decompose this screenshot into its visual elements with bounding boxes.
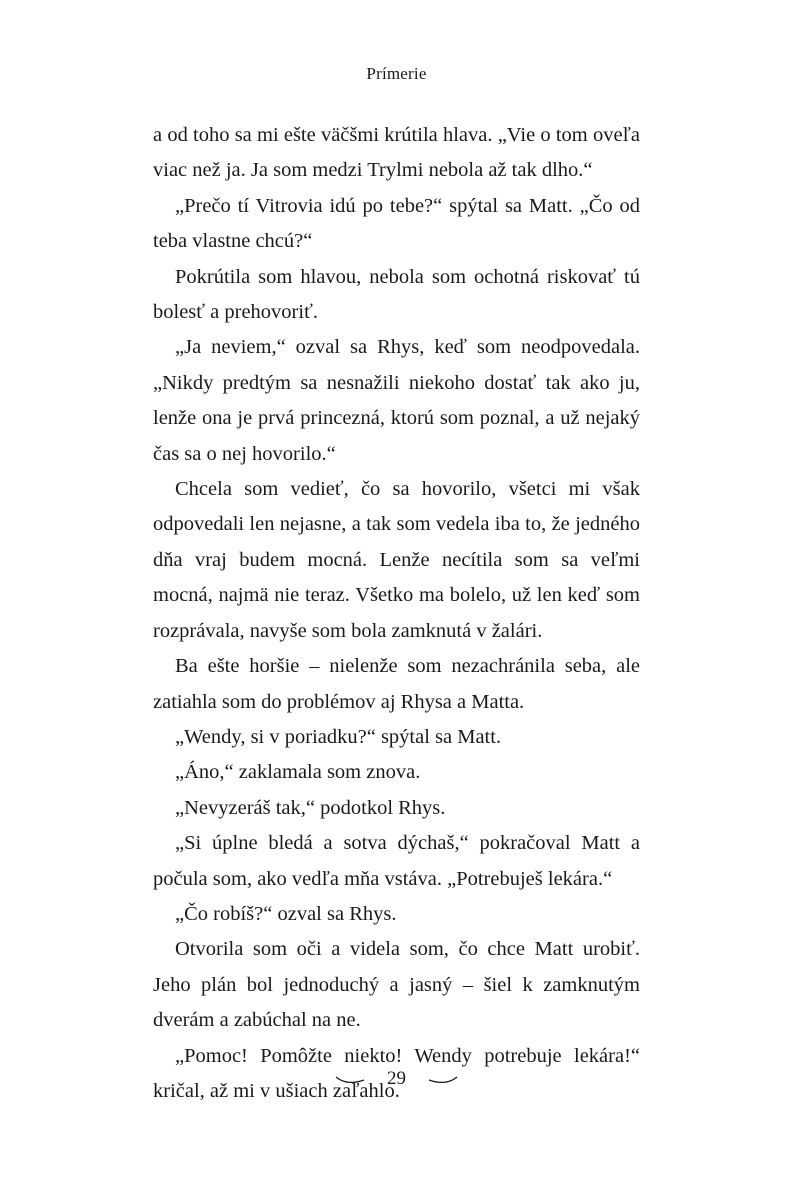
body-text xyxy=(153,118,640,1109)
right-swash-ornament xyxy=(428,1073,458,1085)
paragraph: „Áno,“ zaklamala som znova. xyxy=(175,761,421,784)
page-number: 29 xyxy=(387,1068,406,1089)
paragraph: „Pomoc! Pomôžte niekto! Wendy potrebuje lekára!“ kričal, až mi v ušiach zaľahlo. xyxy=(153,1044,640,1102)
paragraph: „Čo robíš?“ ozval sa Rhys. xyxy=(175,902,397,925)
running-head: Prímerie xyxy=(366,64,427,83)
paragraph: Otvorila som oči a videla som, čo chce Matt urobiť. Jeho plán bol jednoduchý a jasný – šiel k zamknutým dverám a zabúchal na ne. xyxy=(153,938,640,1032)
paragraph: „Ja neviem,“ ozval sa Rhys, keď som neodpovedala. „Nikdy predtým sa nesnažili niekoho dostať tak ako ju, lenže ona je prvá princezná, ktorú som poznal, a už nejaký čas sa o nej hovorilo.“ xyxy=(153,336,640,465)
paragraph: a od toho sa mi ešte väčšmi krútila hlava. „Vie o tom oveľa viac než ja. Ja som medzi Trylmi nebola až tak dlho.“ xyxy=(153,124,640,182)
paragraph: „Wendy, si v poriadku?“ spýtal sa Matt. xyxy=(175,725,502,748)
paragraph: Ba ešte horšie – nielenže som nezachránila seba, ale zatiahla som do problémov aj Rhysa a Matta. xyxy=(153,655,640,713)
paragraph: „Si úplne bledá a sotva dýchaš,“ pokračoval Matt a počula som, ako vedľa mňa vstáva. „Potrebuješ lekára.“ xyxy=(153,832,640,890)
paragraph: „Prečo tí Vitrovia idú po tebe?“ spýtal sa Matt. „Čo od teba vlastne chcú?“ xyxy=(153,194,640,253)
paragraph: „Nevyzeráš tak,“ podotkol Rhys. xyxy=(175,796,446,819)
paragraph: Chcela som vedieť, čo sa hovorilo, všetci mi však odpovedali len nejasne, a tak som vedela iba to, že jedného dňa vraj budem mocná. Lenže necítila som sa veľmi mocná, najmä nie teraz. Všetko ma bolelo, už len keď som rozprávala, navyše som bola zamknutá v žalári. xyxy=(153,478,640,642)
paragraph: Pokrútila som hlavou, nebola som ochotná riskovať tú bolesť a prehovoriť. xyxy=(153,265,640,324)
page-folio xyxy=(0,1068,793,1090)
left-swash-ornament xyxy=(335,1073,365,1085)
